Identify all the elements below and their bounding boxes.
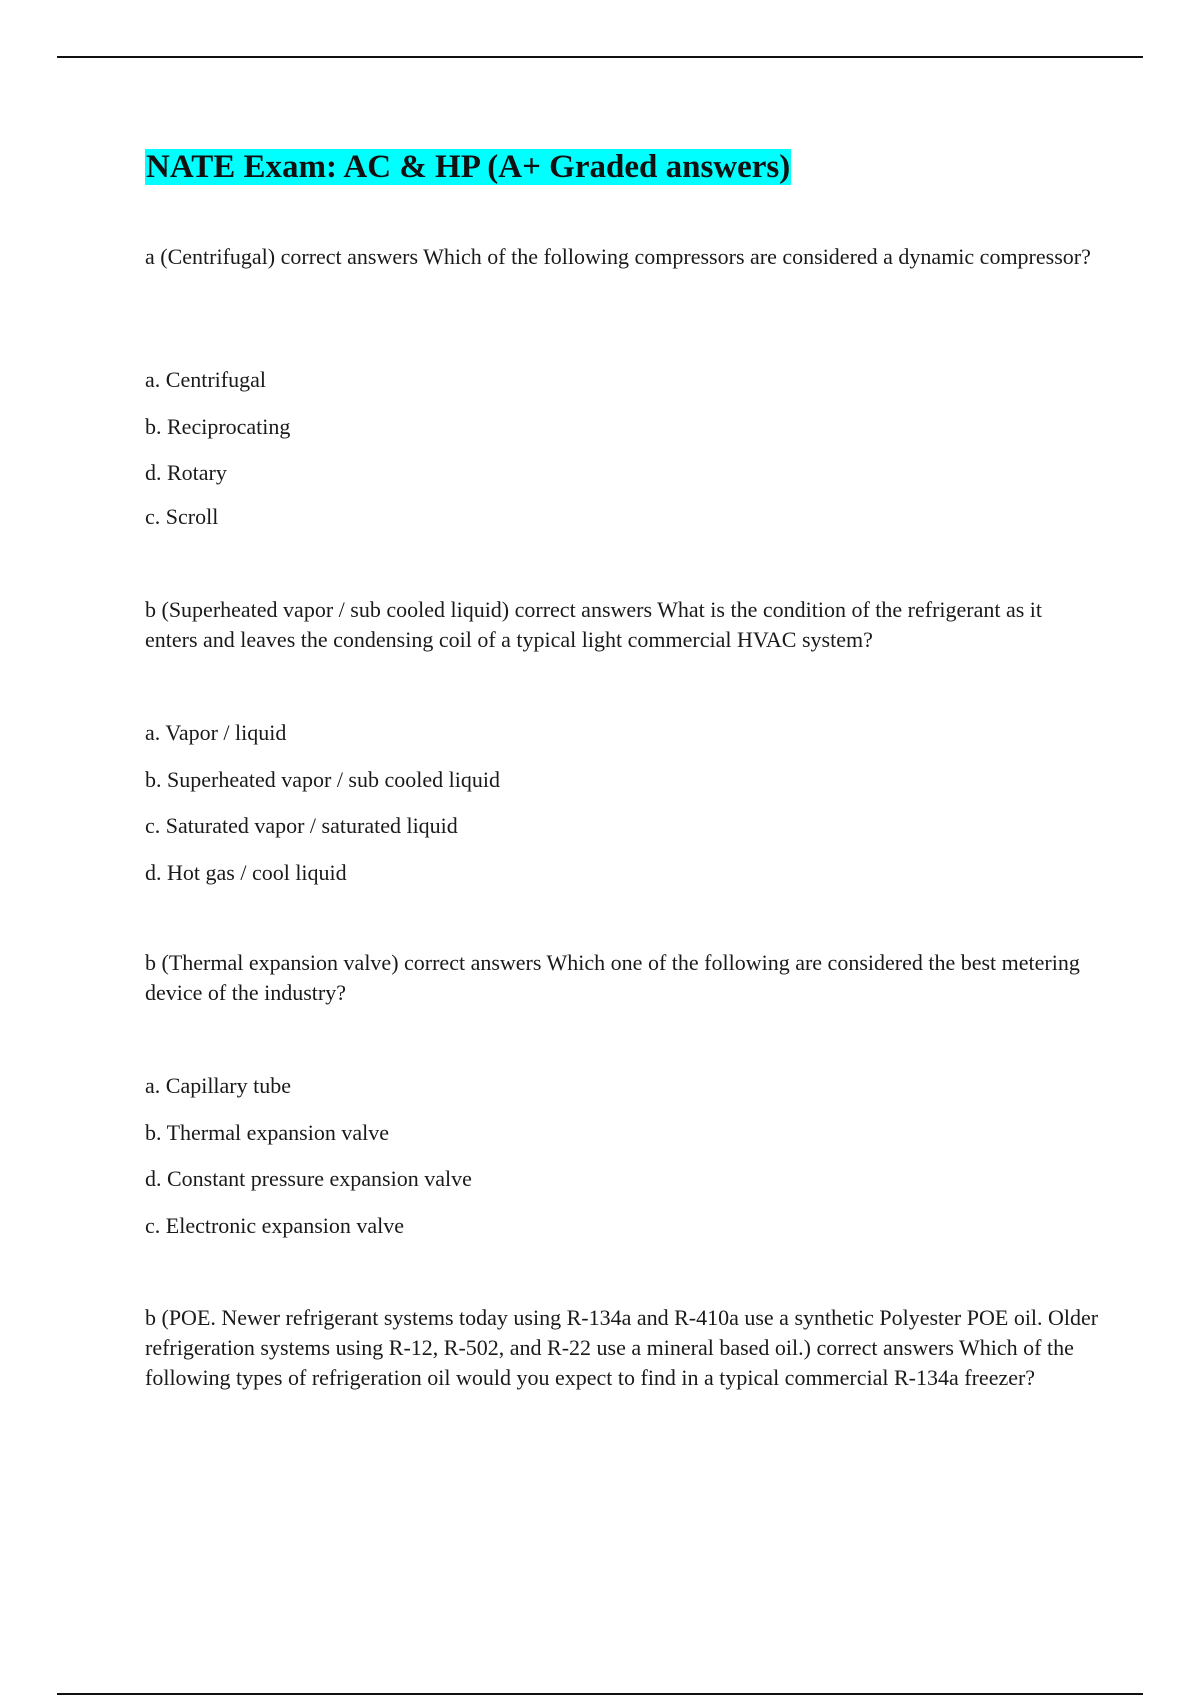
question-1-option-4: c. Scroll <box>145 504 219 529</box>
question-3-text: b (Thermal expansion valve) correct answers Which one of the following are considered the best metering device of the industry? <box>145 950 1080 1005</box>
question-3-option-4: c. Electronic expansion valve <box>145 1213 405 1238</box>
question-1-text: a (Centrifugal) correct answers Which of the following compressors are considered a dynamic compressor? <box>145 244 1091 269</box>
header-rule <box>57 56 1143 58</box>
question-1-option-3: d. Rotary <box>145 460 227 485</box>
question-2-option-2: b. Superheated vapor / sub cooled liquid <box>145 767 500 792</box>
document-title <box>145 146 791 188</box>
question-1-option-2: b. Reciprocating <box>145 414 291 439</box>
question-2-option-3: c. Saturated vapor / saturated liquid <box>145 813 458 838</box>
question-3-option-3: d. Constant pressure expansion valve <box>145 1166 472 1191</box>
question-4-text: b (POE. Newer refrigerant systems today using R-134a and R-410a use a synthetic Polyester POE oil. Older refrigeration systems using R-12, R-502, and R-22 use a mineral based oil.) correct answers Which of the following types of refrigeration oil would you expect to find in a typical commercial R-134a freezer? <box>145 1305 1099 1390</box>
question-3-option-1: a. Capillary tube <box>145 1073 292 1098</box>
question-3-option-2: b. Thermal expansion valve <box>145 1120 389 1145</box>
question-2-option-4: d. Hot gas / cool liquid <box>145 860 347 885</box>
document-title-highlight: NATE Exam: AC & HP (A+ Graded answers) <box>146 149 791 185</box>
question-2-text: b (Superheated vapor / sub cooled liquid) correct answers What is the condition of the refrigerant as it enters and leaves the condensing coil of a typical light commercial HVAC system? <box>145 597 1043 652</box>
footer-rule <box>57 1693 1143 1695</box>
question-1-option-1: a. Centrifugal <box>145 367 266 392</box>
question-2-option-1: a. Vapor / liquid <box>145 720 287 745</box>
